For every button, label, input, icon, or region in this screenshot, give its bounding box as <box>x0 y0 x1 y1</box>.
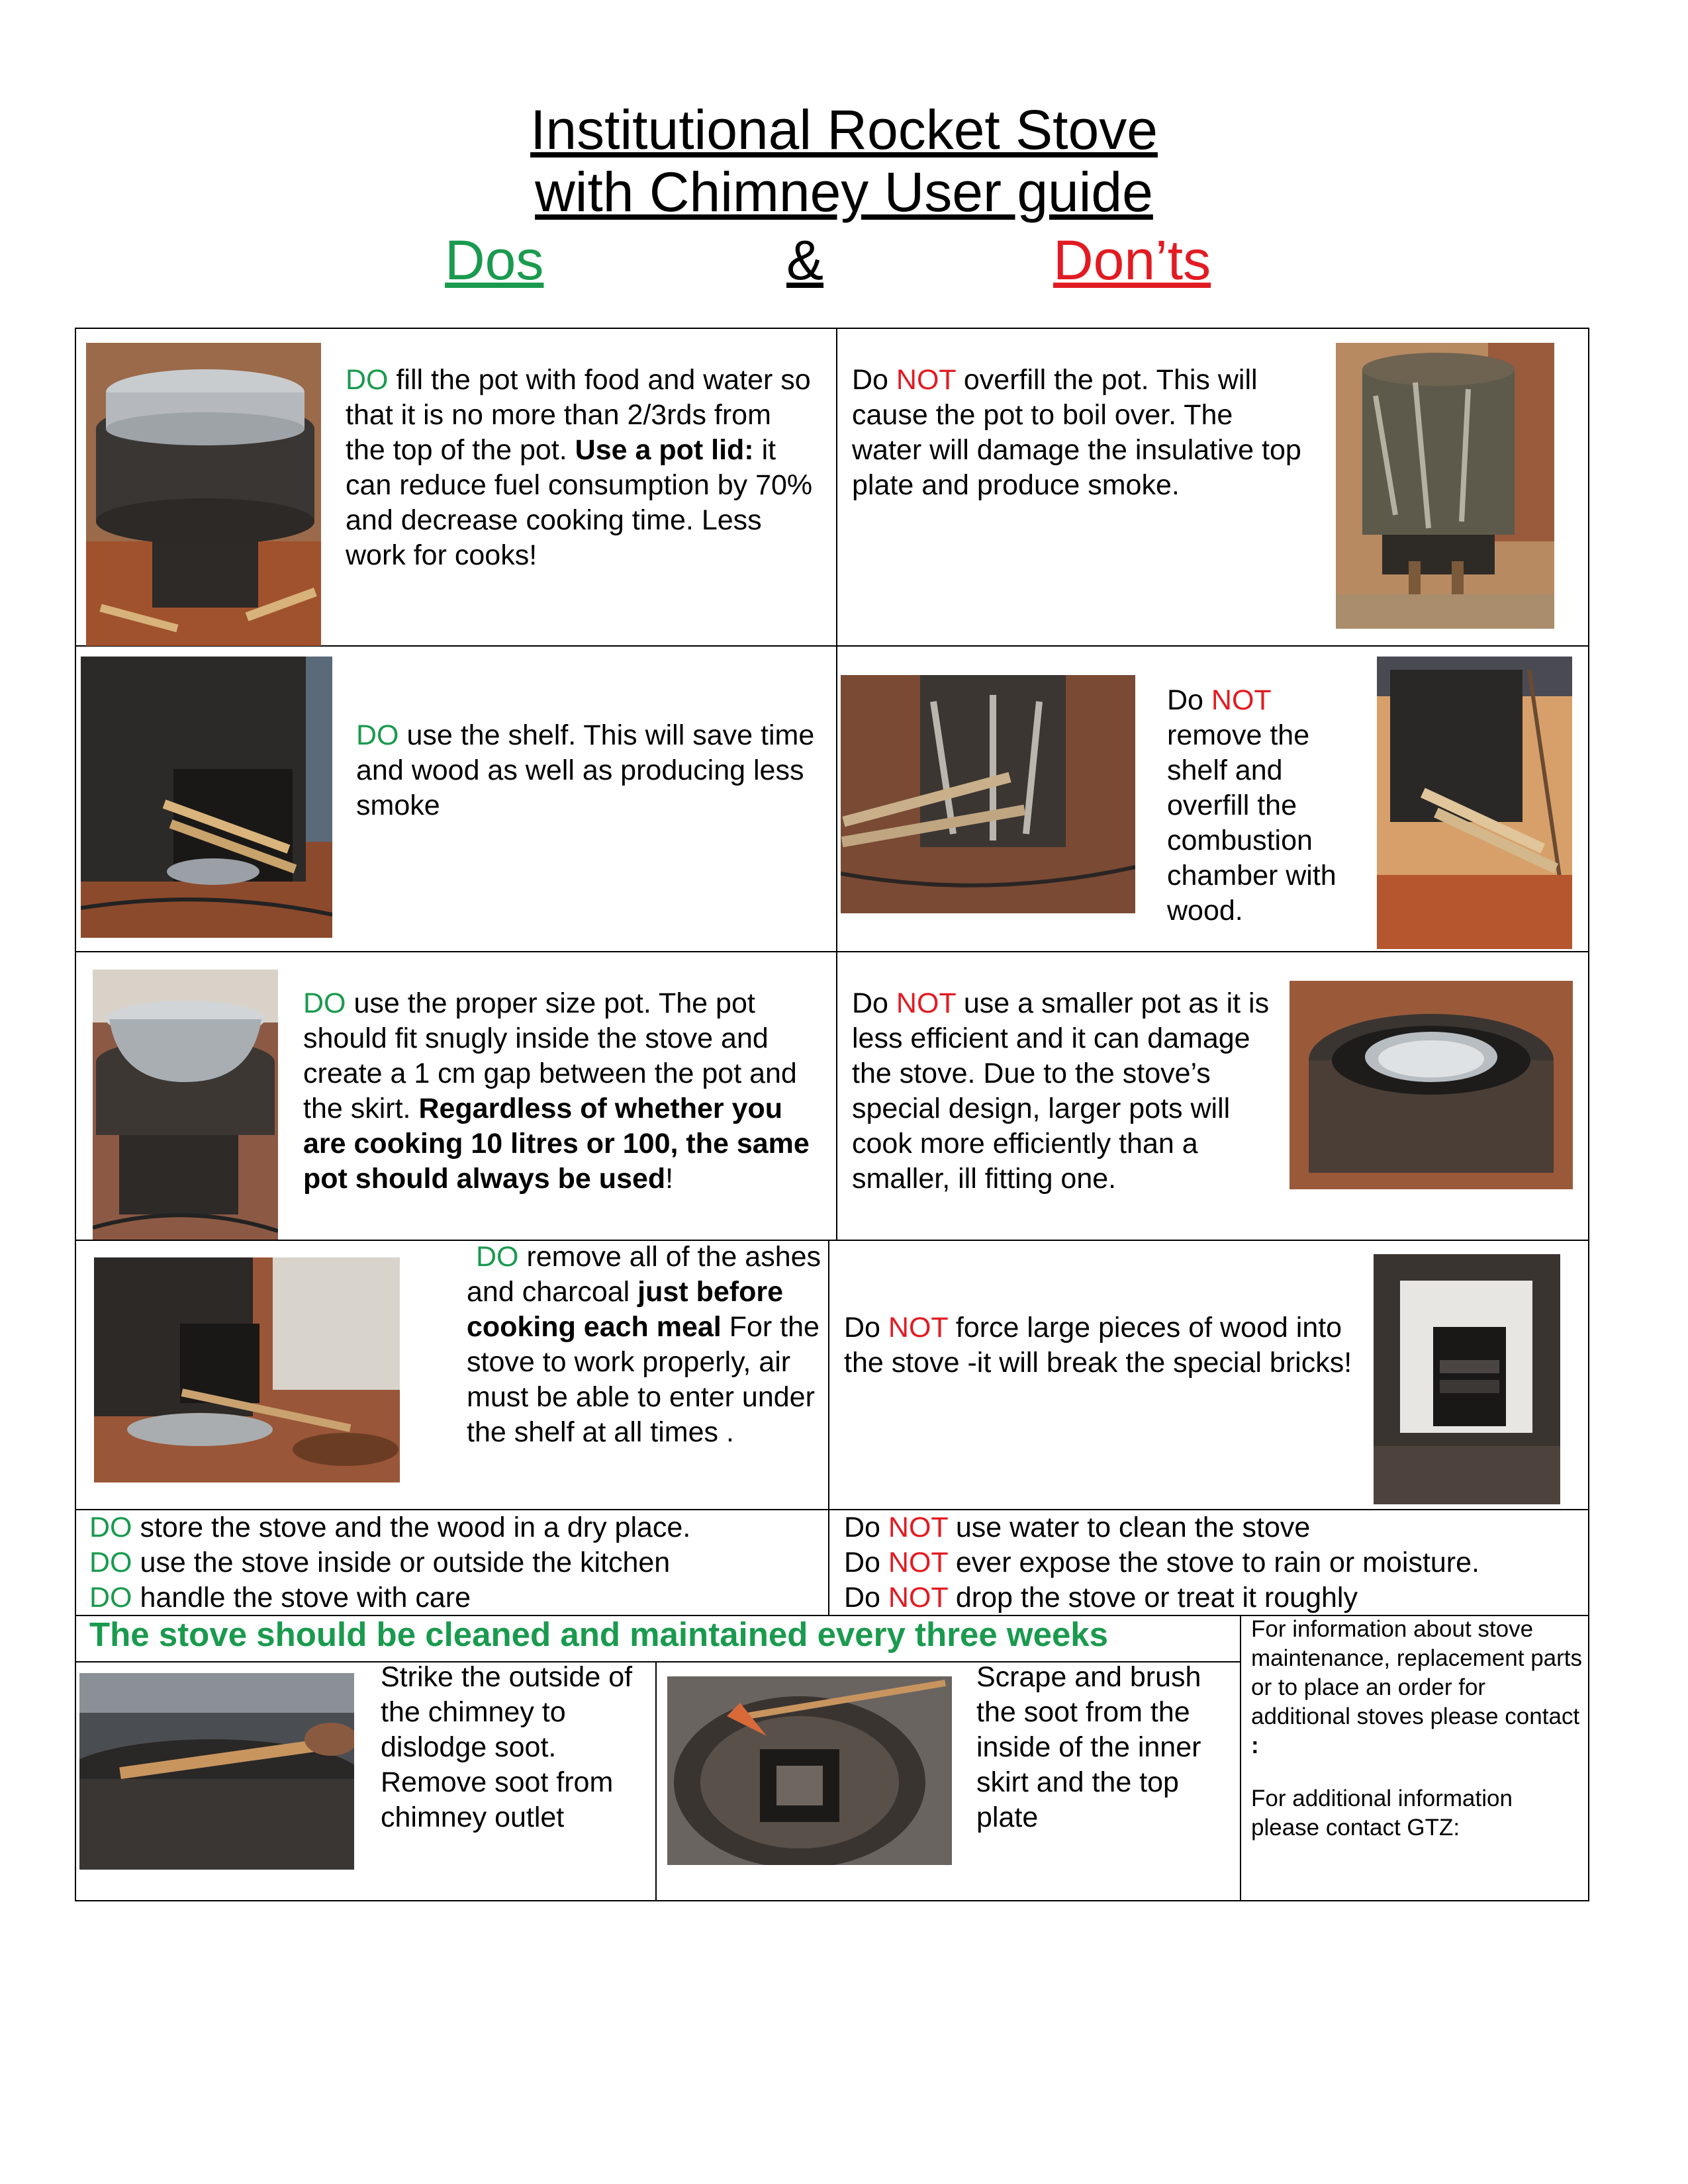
photo-using-shelf <box>81 657 332 938</box>
not-keyword: NOT <box>896 987 956 1019</box>
step-scrape-soot-text: Scrape and brush the soot from the inside of the inner skirt and the top plate <box>976 1661 1201 1833</box>
do-keyword: DO <box>346 364 389 396</box>
photo-scrape-soot <box>667 1676 952 1865</box>
photo-proper-pot <box>93 970 278 1240</box>
dont-overfill-pot-text <box>852 363 1309 503</box>
step-strike-chimney-text: Strike the outside of the chimney to dislodge soot. Remove soot from chimney outlet <box>381 1661 633 1833</box>
dont-text: ever expose the stove to rain or moisture. <box>947 1547 1479 1578</box>
page-title-line2: with Chimney User guide <box>535 161 1153 223</box>
do-text: store the stove and the wood in a dry place. <box>132 1512 691 1543</box>
do-bold-text: just before cooking each meal <box>467 1276 783 1343</box>
do-use-shelf-text <box>356 718 820 823</box>
column-divider <box>828 1240 829 1615</box>
dont-text: use a smaller pot as it is less efficient and it can damage the stove. Due to the stove’s special design, larger pots will cook more efficiently than a smaller, ill fitting one. <box>852 987 1270 1195</box>
do-text: use the proper size pot. The pot should fit snugly inside the stove and create a 1 cm gap between the pot and the skirt. <box>303 987 797 1124</box>
row-divider <box>75 1240 1589 1241</box>
do-list-item <box>89 1510 824 1545</box>
photo-boiled-over-stove <box>1336 343 1554 629</box>
dont-text: force large pieces of wood into the stove -it will break the special bricks! <box>844 1312 1352 1379</box>
contact-gtz-text: For additional information please contact GTZ: <box>1251 1786 1513 1841</box>
do-list-item <box>89 1545 824 1580</box>
do-remove-ashes-text <box>467 1240 824 1450</box>
do-keyword: DO <box>89 1512 132 1543</box>
do-text: fill the pot with food and water so that it is no more than 2/3rds from the top of the pot. <box>346 364 811 466</box>
do-text: use the shelf. This will save time and wood as well as producing less smoke <box>356 719 815 821</box>
dont-text: drop the stove or treat it roughly <box>947 1582 1358 1614</box>
ampersand-heading: & <box>786 229 824 291</box>
not-keyword: NOT <box>888 1547 948 1578</box>
dont-list-item <box>844 1580 1585 1615</box>
not-keyword: NOT <box>896 364 956 396</box>
photo-strike-chimney <box>79 1673 354 1870</box>
dont-list-item <box>844 1545 1585 1580</box>
photo-smaller-pot <box>1289 981 1573 1189</box>
photo-overfilled-chamber <box>1377 657 1572 949</box>
dont-force-wood-text <box>844 1310 1360 1381</box>
do-keyword: DO <box>476 1241 519 1273</box>
dont-text: remove the shelf and overfill the combustion chamber with wood. <box>1167 719 1336 927</box>
dont-prefix: Do <box>852 987 896 1019</box>
dont-smaller-pot-text <box>852 986 1276 1197</box>
photo-shelf-removed <box>841 675 1135 913</box>
do-text: remove all of the ashes and charcoal <box>467 1241 821 1308</box>
dont-prefix: Do <box>844 1512 888 1543</box>
do-list-item <box>89 1580 824 1615</box>
do-text: ! <box>665 1163 674 1195</box>
do-bold-text: Use a pot lid: <box>575 434 754 466</box>
dont-prefix: Do <box>844 1547 888 1578</box>
dont-remove-shelf-text <box>1167 683 1366 929</box>
maintenance-banner: The stove should be cleaned and maintained every three weeks <box>89 1615 1109 1653</box>
contact-info-text <box>1251 1615 1582 1760</box>
do-fill-pot-text <box>346 363 816 573</box>
do-text: it can reduce fuel consumption by 70% and decrease cooking time. Less work for cooks! <box>346 434 813 571</box>
dont-list-item <box>844 1510 1585 1545</box>
column-divider <box>836 328 837 1240</box>
do-list <box>89 1510 824 1615</box>
dont-text: use water to clean the stove <box>947 1512 1311 1543</box>
dont-text: overfill the pot. This will cause the pot to boil over. The water will damage the insulative top plate and produce smoke. <box>852 364 1301 501</box>
row-divider <box>75 951 1589 952</box>
do-proper-pot-text <box>303 986 826 1197</box>
not-keyword: NOT <box>1211 684 1272 716</box>
dont-prefix: Do <box>844 1582 888 1614</box>
photo-special-bricks <box>1374 1254 1560 1504</box>
dont-prefix: Do <box>1167 684 1211 716</box>
do-keyword: DO <box>356 719 399 751</box>
do-keyword: DO <box>89 1547 132 1578</box>
do-keyword: DO <box>303 987 346 1019</box>
dont-prefix: Do <box>844 1312 888 1343</box>
do-bold-text: Regardless of whether you are cooking 10 litres or 100, the same pot should always be used <box>303 1093 810 1195</box>
not-keyword: NOT <box>888 1312 948 1343</box>
do-text: handle the stove with care <box>132 1582 471 1614</box>
page-title-line1: Institutional Rocket Stove <box>530 99 1158 161</box>
not-keyword: NOT <box>888 1512 948 1543</box>
dos-heading: Dos <box>445 229 544 291</box>
dont-prefix: Do <box>852 364 896 396</box>
do-keyword: DO <box>89 1582 132 1614</box>
column-divider <box>1240 1615 1241 1901</box>
photo-pot-on-stove <box>86 343 321 646</box>
donts-heading: Don’ts <box>1053 229 1211 291</box>
column-divider <box>655 1661 657 1901</box>
contact-colon: : <box>1251 1733 1259 1758</box>
dont-list <box>844 1510 1585 1615</box>
photo-removing-ashes <box>94 1257 400 1482</box>
contact-text: For information about stove maintenance, replacement parts or to place an order for additional stoves please contact <box>1251 1616 1582 1729</box>
do-text: For the stove to work properly, air must be able to enter under the shelf at all times . <box>467 1311 820 1448</box>
not-keyword: NOT <box>888 1582 948 1614</box>
do-text: use the stove inside or outside the kitchen <box>132 1547 671 1578</box>
